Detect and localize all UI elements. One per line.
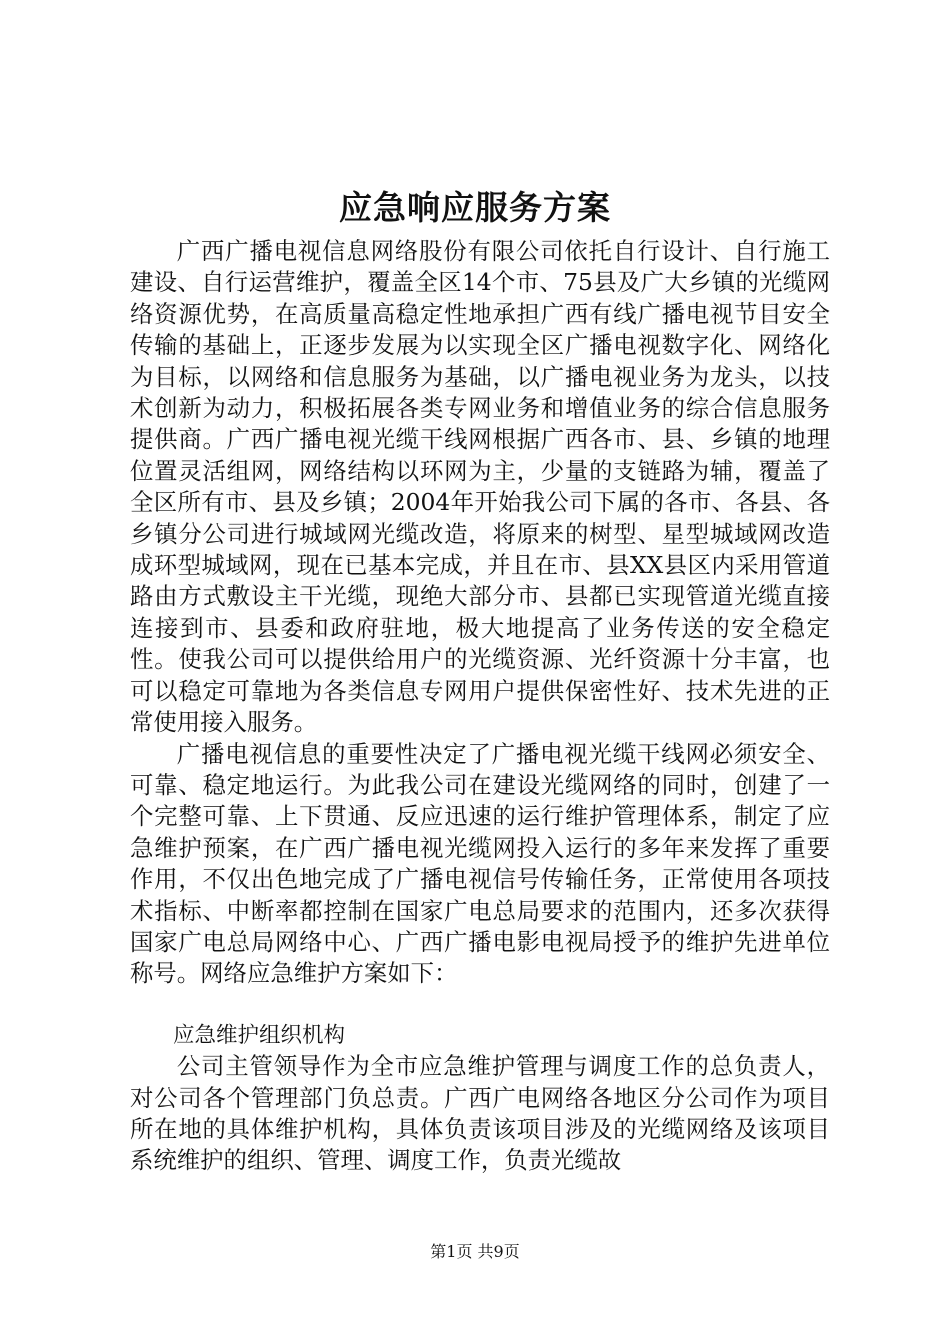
document-title: 应急响应服务方案 <box>339 188 611 227</box>
body-paragraph-1: 广西广播电视信息网络股份有限公司依托自行设计、自行施工建设、自行运营维护，覆盖全区14个市、75县及广大乡镇的光缆网络资源优势，在高质量高稳定性地承担广西有线广播电视节目安全传输的基础上，正逐步发展为以实现全区广播电视数字化、网络化为目标，以网络和信息服务为基础，以广播电视业务为龙头，以技术创新为动力，积极拓展各类专网业务和增值业务的综合信息服务提供商。广西广播电视光缆干线网根据广西各市、县、乡镇的地理位置灵活组网，网络结构以环网为主，少量的支链路为辅，覆盖了全区所有市、县及乡镇；2004年开始我公司下属的各市、各县、各乡镇分公司进行城域网光缆改造，将原来的树型、星型城域网改造成环型城域网，现在已基本完成，并且在市、县XX县区内采用管道路由方式敷设主干光缆，现绝大部分市、县都已实现管道光缆直接连接到市、县委和政府驻地，极大地提高了业务传送的安全稳定性。使我公司可以提供给用户的光缆资源、光纤资源十分丰富，也可以稳定可靠地为各类信息专网用户提供保密性好、技术先进的正常使用接入服务。 <box>130 237 830 737</box>
section-paragraph: 公司主管领导作为全市应急维护管理与调度工作的总负责人，对公司各个管理部门负总责。广西广电网络各地区分公司作为项目所在地的具体维护机构，具体负责该项目涉及的光缆网络及该项目系统维护的组织、管理、调度工作，负责光缆故 <box>130 1052 830 1175</box>
body-paragraph-2: 广播电视信息的重要性决定了广播电视光缆干线网必须安全、可靠、稳定地运行。为此我公司在建设光缆网络的同时，创建了一个完整可靠、上下贯通、反应迅速的运行维护管理体系，制定了应急维护预案，在广西广播电视光缆网投入运行的多年来发挥了重要作用，不仅出色地完成了广播电视信号传输任务，正常使用各项技术指标、中断率都控制在国家广电总局要求的范围内，还多次获得国家广电总局网络中心、广西广播电影电视局授予的维护先进单位称号。网络应急维护方案如下： <box>130 739 830 988</box>
page-footer: 第1页 共9页 <box>430 1242 520 1261</box>
document-body <box>130 236 830 1177</box>
section-heading: 应急维护组织机构 <box>173 1022 346 1048</box>
